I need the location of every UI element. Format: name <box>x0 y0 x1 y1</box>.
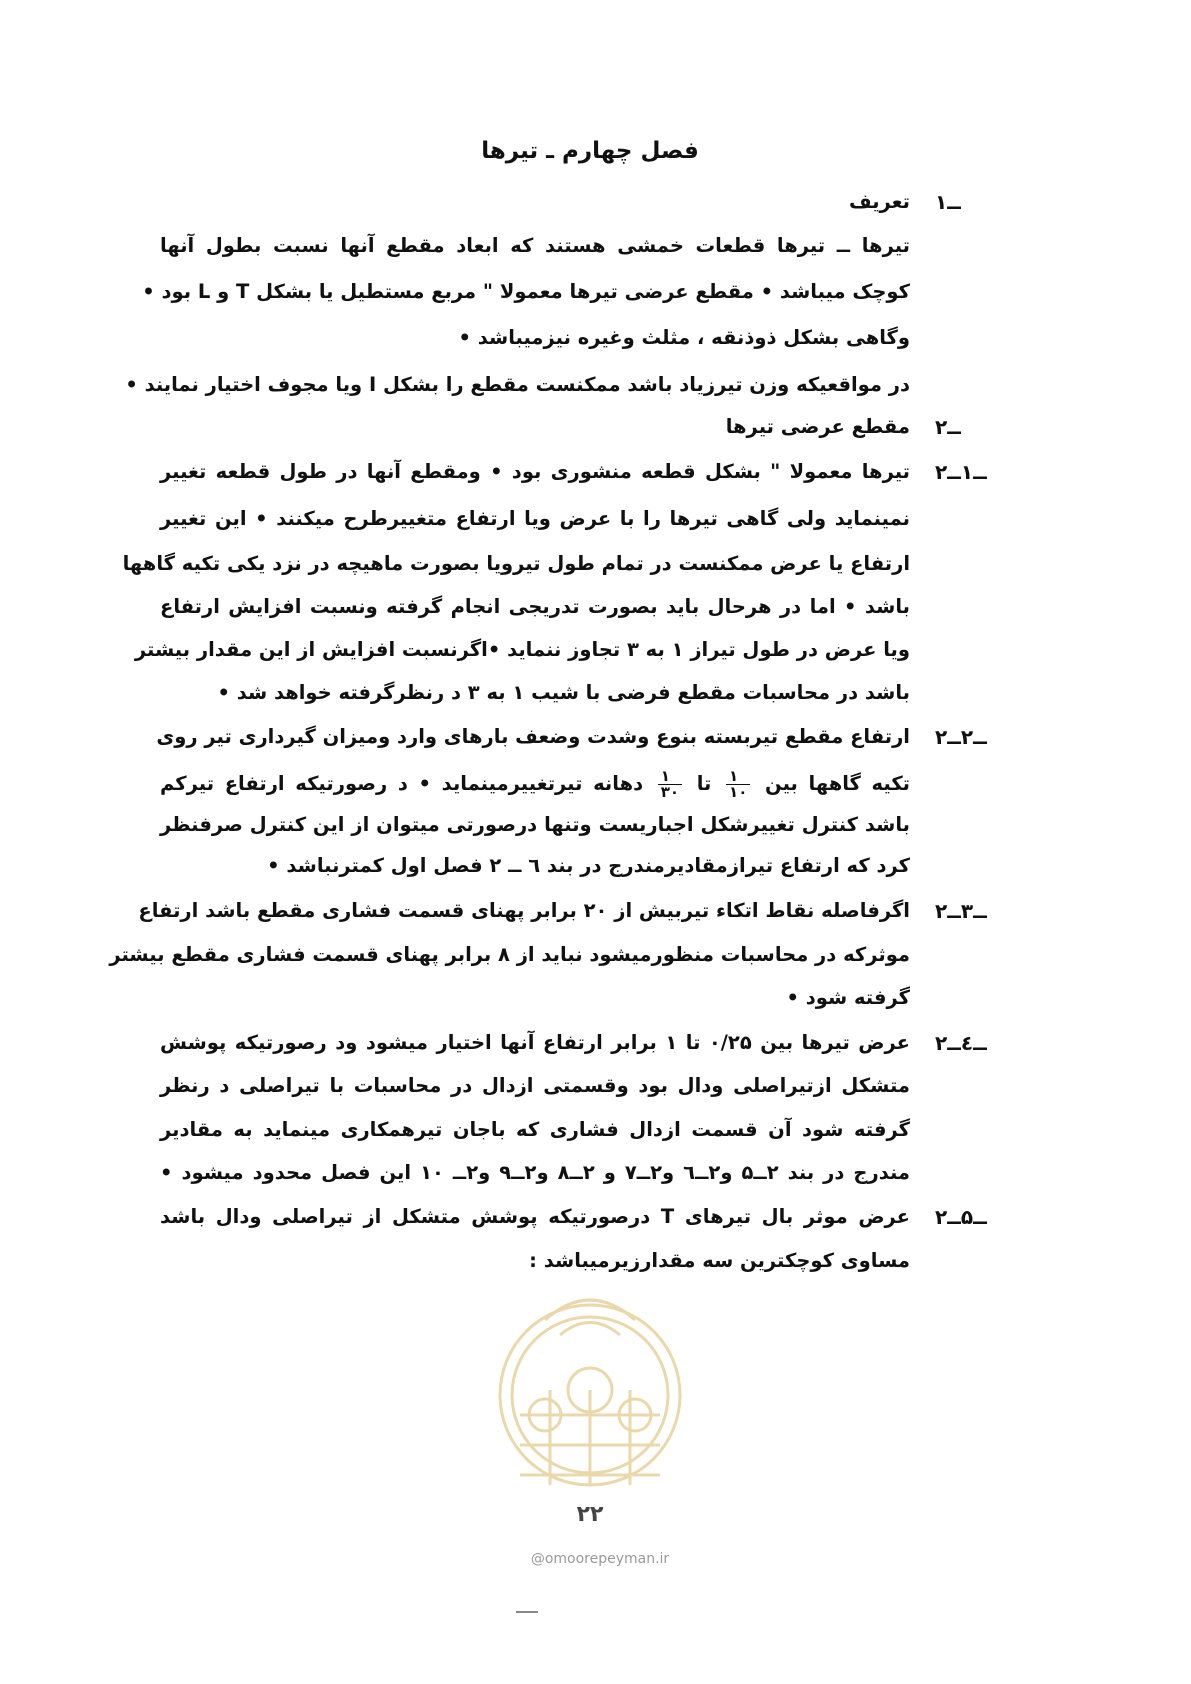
section-number: ۲ــ۳ــ <box>935 899 987 923</box>
paragraph-line: گرفته شود آن قسمت ازدال فشاری که باجان تیرهمکاری مینماید به مقادیر <box>160 1118 910 1141</box>
paragraph-line: مندرج در بند ۲ــ۵ و۲ــ٦ و۲ــ۷ و ۲ــ۸ و۲ــ۹ و۲ــ ۱۰ این فصل محدود میشود • <box>160 1161 911 1184</box>
text-segment: تکیه گاهها بین <box>754 772 910 795</box>
paragraph-line-with-fractions <box>160 764 910 808</box>
paragraph-line: ارتفاع مقطع تیربسته بنوع وشدت وضعف بارهای وارد ومیزان گیرداری تیر روی <box>156 725 910 748</box>
page-number: ۲۲ <box>576 1502 604 1527</box>
text-segment: تا <box>686 772 723 795</box>
watermark-text: @omoorepeyman.ir <box>530 1551 670 1567</box>
paragraph-line: کوچک میباشد • مقطع عرضی تیرها معمولا " مربع مستطیل یا بشکل T و L بود • <box>142 280 910 303</box>
fraction-numerator: ۱ <box>726 769 750 785</box>
section-number: ۲ــ <box>935 415 961 439</box>
section-number: ۲ــ۵ــ <box>935 1205 987 1229</box>
paragraph-line: باشد در محاسبات مقطع فرضی با شیب ۱ به ۳ د رنظرگرفته خواهد شد • <box>217 681 910 704</box>
paragraph-line: گرفته شود • <box>786 986 910 1009</box>
section-number: ۲ــ٤ــ <box>935 1031 987 1055</box>
paragraph-line: متشکل ازتیراصلی ودال بود وقسمتی ازدال در محاسبات با تیراصلی د رنظر <box>160 1074 910 1097</box>
paragraph-line: ویا عرض در طول تیراز ۱ به ۳ تجاوز ننماید •اگرنسبت افزایش از این مقدار بیشتر <box>134 638 910 661</box>
section-heading: مقطع عرضی تیرها <box>725 415 910 438</box>
paragraph-line: تیرها معمولا " بشکل قطعه منشوری بود • ومقطع آنها در طول قطعه تغییر <box>160 460 910 483</box>
paragraph-line: تیرها ــ تیرها قطعات خمشی هستند که ابعاد مقطع آنها نسبت بطول آنها <box>160 234 910 257</box>
section-number: ۱ــ <box>935 190 961 214</box>
decorative-dash <box>516 1611 538 1613</box>
fraction-denominator: ۱۰ <box>729 783 748 801</box>
text-segment: دهانه تیرتغییرمینماید • د رصورتیکه ارتفاع تیرکم <box>160 772 654 795</box>
paragraph-line: ارتفاع یا عرض ممکنست در تمام طول تیرویا بصورت ماهیچه در نزد یکی تکیه گاهها <box>122 552 910 575</box>
chapter-title: فصل چهارم ـ تیرها <box>481 138 699 164</box>
paragraph-line: نمینماید ولی گاهی تیرها را با عرض ویا ارتفاع متغییرطرح میکنند • این تغییر <box>160 507 910 530</box>
section-heading: تعریف <box>848 190 910 213</box>
paragraph-line: وگاهی بشکل ذوذنقه ، مثلث وغیره نیزمیباشد • <box>458 326 910 349</box>
paragraph-line: عرض تیرها بین ۰/۲۵ تا ۱ برابر ارتفاع آنها اختیار میشود ود رصورتیکه پوشش <box>160 1031 910 1054</box>
fraction-denominator: ۳۰ <box>660 783 680 801</box>
paragraph-line: عرض موثر بال تیرهای T درصورتیکه پوشش متشکل از تیراصلی ودال باشد <box>160 1205 911 1228</box>
fraction <box>658 769 682 800</box>
paragraph-line: کرد که ارتفاع تیرازمقادیرمندرج در بند ٦ ــ ۲ فصل اول کمترنباشد • <box>267 854 910 877</box>
paragraph-line: موثرکه در محاسبات منظورمیشود نباید از ۸ برابر پهنای قسمت فشاری مقطع بیشتر <box>109 943 910 966</box>
paragraph-line: مساوی کوچکترین سه مقدارزیرمیباشد : <box>529 1249 910 1272</box>
section-number: ۲ــ۱ــ <box>935 460 987 484</box>
fraction-numerator: ۱ <box>658 769 682 785</box>
fraction <box>726 769 750 800</box>
paragraph-line: باشد • اما در هرحال باید بصورت تدریجی انجام گرفته ونسبت افزایش ارتفاع <box>160 595 910 618</box>
paragraph-line: در مواقعیکه وزن تیرزیاد باشد ممکنست مقطع را بشکل I ویا مجوف اختیار نمایند • <box>125 373 910 396</box>
paragraph-line: باشد کنترل تغییرشکل اجباریست وتنها درصورتی میتوان از این کنترل صرفنظر <box>160 813 910 836</box>
paragraph-line: اگرفاصله نقاط اتکاء تیربیش از ۲۰ برابر پهنای قسمت فشاری مقطع باشد ارتفاع <box>138 899 910 922</box>
section-number: ۲ــ۲ــ <box>935 725 987 749</box>
